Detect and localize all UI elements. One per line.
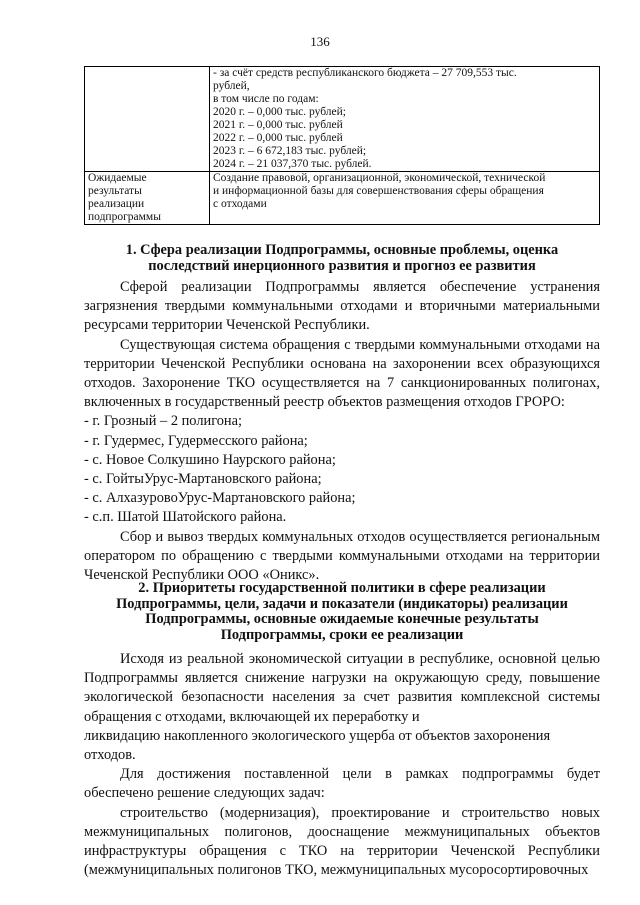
section-2-paragraph: строительство (модернизация), проектирование и строительство новых межмуниципальных полигонов, дооснащение межмуниципальных объектов инфраструктуры обращения с ТКО на территории Чеченской Республики (межмуниципальных полигонов ТКО, межмуниципальных мусоросортировочных [84,804,600,879]
funding-line: 2023 г. – 6 672,183 тыс. рублей; [213,145,367,157]
section-2-paragraph-line: ликвидацию накопленного экологического ущерба от объектов захоронения отходов. [84,727,551,764]
landfill-list [84,412,600,527]
title-line: последствий инерционного развития и прогноз ее развития [148,257,536,274]
title-line: Подпрограммы, цели, задачи и показатели (индикаторы) реализации [116,595,568,612]
section-1 [84,243,600,585]
section-1-paragraph: Сбор и вывоз твердых коммунальных отходов осуществляется региональным оператором по обращению с твердыми коммунальными отходами на территории Чеченской Республики ООО «Оникс». [84,528,600,584]
table-row [85,67,600,172]
title-line: Подпрограммы, основные ожидаемые конечные результаты [145,611,539,627]
funding-line: 2020 г. – 0,000 тыс. рублей; [213,106,346,118]
list-item: - г. Грозный – 2 полигона; [84,413,243,430]
results-line: и информационной базы для совершенствования сферы обращения [213,185,544,197]
label-line: реализации [88,198,145,210]
funding-line: 2021 г. – 0,000 тыс. рублей [213,119,343,131]
title-line: Подпрограммы, сроки ее реализации [220,626,464,643]
results-line: с отходами [213,198,267,210]
subprogram-passport-table [84,66,600,225]
title-line: 1. Сфера реализации Подпрограммы, основные проблемы, оценка [125,242,559,258]
funding-line: рублей, [213,80,250,92]
label-line: подпрограммы [88,211,161,223]
list-item: - с. Новое Солкушино Наурского района; [84,451,336,468]
section-1-title [84,243,600,274]
section-2-paragraph: Исходя из реальной экономической ситуации в республике, основной целью Подпрограммы является снижение нагрузки на окружающую среду, повышение экологической безопасности населения за счет развития комплексной системы обращения с отходами, включающей их переработку и [84,651,600,725]
section-2-paragraph: Для достижения поставленной цели в рамках подпрограммы будет обеспечено решение следующих задач: [84,766,600,802]
list-item: - с. АлхазуровоУрус-Мартановского района; [84,490,356,507]
table-cell-empty-label [85,67,210,172]
table-row [85,172,600,225]
table-cell-funding [210,67,600,172]
section-2-title [84,581,600,643]
funding-line: в том числе по годам: [213,93,319,105]
label-line: Ожидаемые [88,172,147,184]
table-cell-expected-results [210,172,600,225]
table-cell-expected-results-label [85,172,210,225]
section-2 [84,581,600,880]
funding-line: 2022 г. – 0,000 тыс. рублей [213,132,343,144]
results-line: Создание правовой, организационной, экономической, технической [213,172,546,184]
funding-line: - за счёт средств республиканского бюджета – 27 709,553 тыс. [213,67,517,79]
label-line: результаты [88,185,142,197]
section-1-paragraph: Сферой реализации Подпрограммы является обеспечение устранения загрязнения твердыми коммунальными отходами и вторичными материальными ресурсами территории Чеченской Республики. [84,279,600,334]
funding-line: 2024 г. – 21 037,370 тыс. рублей. [213,158,372,170]
title-line: 2. Приоритеты государственной политики в сфере реализации [138,580,546,596]
list-item: - с.п. Шатой Шатойского района. [84,509,287,526]
page-number: 136 [310,34,330,49]
list-item: - с. ГойтыУрус-Мартановского района; [84,471,322,488]
section-1-paragraph: Существующая система обращения с твердыми коммунальными отходами на территории Чеченской Республики основана на захоронении всех образующихся отходов. Захоронение ТКО осуществляется на 7 санкционированных полигонах, включенных в государственный реестр объектов размещения отходов ГРОРО: [84,336,600,411]
list-item: - г. Гудермес, Гудермесского района; [84,432,308,449]
